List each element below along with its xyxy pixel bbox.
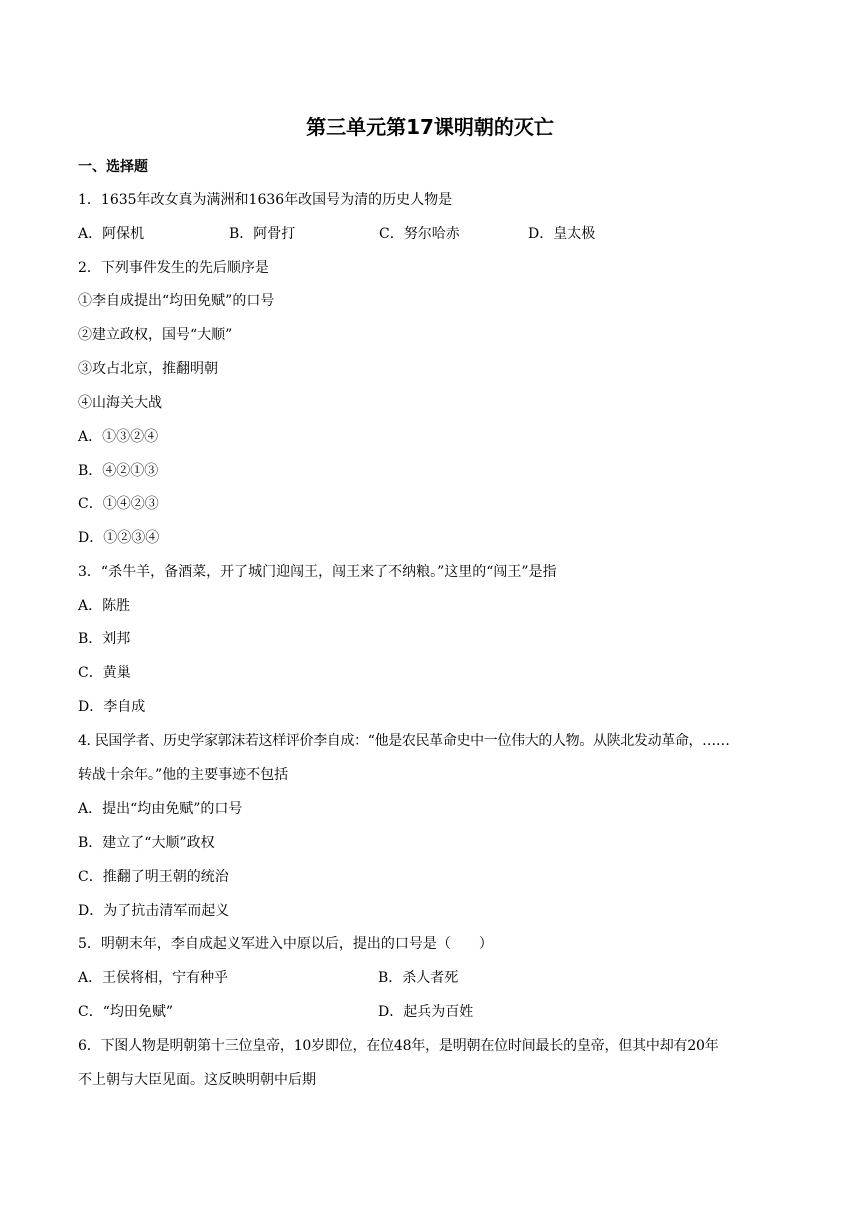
question-4-stem-line-2: 转战十余年。”他的主要事迹不包括 xyxy=(78,767,289,783)
question-2-option-d: D．①②③④ xyxy=(78,530,160,546)
question-4-option-c: C．推翻了明王朝的统治 xyxy=(78,869,229,885)
question-5-option-a: A．王侯将相，宁有种乎 xyxy=(78,970,229,986)
question-4-option-a: A．提出“均由免赋”的口号 xyxy=(78,801,243,817)
question-2-stem: 2．下列事件发生的先后顺序是 xyxy=(78,260,269,276)
question-1-option-c: C．努尔哈赤 xyxy=(379,226,460,242)
question-2-item-1: ①李自成提出“均田免赋”的口号 xyxy=(78,293,275,309)
section-heading: 一、选择题 xyxy=(78,159,148,175)
question-5-stem: 5．明朝末年，李自成起义军进入中原以后，提出的口号是（ ） xyxy=(78,936,493,952)
question-3-option-a: A．陈胜 xyxy=(78,598,131,614)
question-1-option-a: A．阿保机 xyxy=(78,226,145,242)
question-5-option-b: B．杀人者死 xyxy=(378,970,459,986)
question-3-option-c: C．黄巢 xyxy=(78,665,131,681)
question-2-option-c: C．①④②③ xyxy=(78,496,159,512)
question-4-option-d: D．为了抗击清军而起义 xyxy=(78,903,230,919)
question-6-stem-line-2: 不上朝与大臣见面。这反映明朝中后期 xyxy=(78,1072,316,1088)
question-2-item-2: ②建立政权，国号“大顺” xyxy=(78,327,233,343)
question-4-stem-line-1: 4. 民国学者、历史学家郭沫若这样评价李自成：“他是农民革命史中一位伟大的人物。从陕北发动革命，…… xyxy=(78,733,730,749)
question-1-option-d: D．皇太极 xyxy=(528,226,596,242)
document-title: 第三单元第17课明朝的灭亡 xyxy=(306,115,554,139)
question-6-stem-line-1: 6．下图人物是明朝第十三位皇帝，10岁即位，在位48年，是明朝在位时间最长的皇帝，但其中却有20年 xyxy=(78,1038,719,1054)
question-2-option-b: B．④②①③ xyxy=(78,463,159,479)
question-3-stem: 3．“杀牛羊，备酒菜，开了城门迎闯王，闯王来了不纳粮。”这里的“闯王”是指 xyxy=(78,564,557,580)
question-5-option-c: C．“均田免赋” xyxy=(78,1004,174,1020)
question-5-option-d: D．起兵为百姓 xyxy=(378,1004,474,1020)
question-2-item-4: ④山海关大战 xyxy=(78,395,162,411)
question-3-option-d: D．李自成 xyxy=(78,699,146,715)
question-1-option-b: B．阿骨打 xyxy=(229,226,296,242)
question-2-item-3: ③攻占北京，推翻明朝 xyxy=(78,361,218,377)
question-3-option-b: B．刘邦 xyxy=(78,631,131,647)
question-2-option-a: A．①③②④ xyxy=(78,429,159,445)
question-4-option-b: B．建立了“大顺”政权 xyxy=(78,835,215,851)
question-1-stem: 1．1635年改女真为满洲和1636年改国号为清的历史人物是 xyxy=(78,192,453,208)
